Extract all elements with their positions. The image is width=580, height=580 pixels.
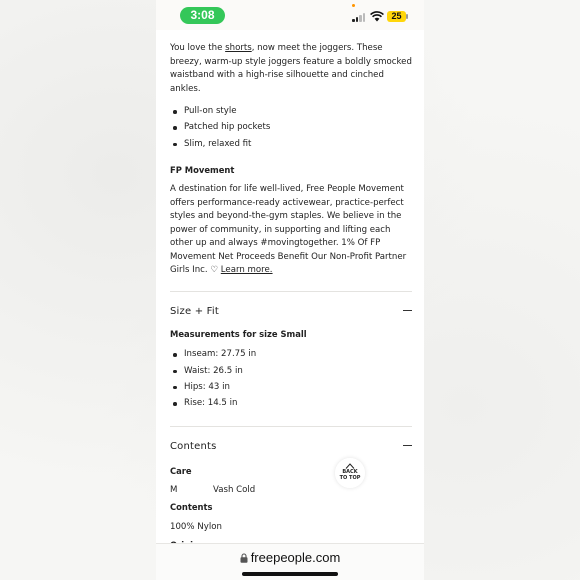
wifi-icon [370,10,384,22]
back-to-top-line1: BACK [342,469,358,475]
measurement-list [170,346,412,411]
url-text: freepeople.com [250,550,341,565]
size-fit-title: Size + Fit [170,305,219,317]
brand-text: A destination for life well-lived, Free People Movement offers performance-ready activewear, practice-perfect styles and beyond-the-gym staples. We believe in the power of community, in supporting and lifting each other up and always #movingtogether. 1% Of FP Movement Net Proceeds Benefit Our Non-Profit Partner Girls Inc. ♡ Learn more. [170,184,407,276]
care-heading: Care [170,465,192,476]
list-item: Inseam: 27.75 in [170,346,412,362]
back-to-top-line2: TO TOP [339,474,361,481]
status-time: 3:08 [180,7,225,24]
list-item: Rise: 14.5 in [170,395,412,411]
contents-toggle[interactable] [170,426,412,465]
list-item: Hips: 43 in [170,379,412,395]
list-item: Patched hip pockets [170,119,412,135]
browser-address-bar[interactable] [156,543,424,580]
shorts-link[interactable]: shorts [225,43,252,53]
care-text: M Vash Cold [170,485,256,496]
brand-heading: FP Movement [170,164,235,175]
measurements-heading: Measurements for size Small [170,328,307,339]
size-fit-toggle[interactable] [170,291,412,330]
address-display[interactable] [156,550,424,565]
contents-title: Contents [170,440,217,452]
cellular-signal-icon [352,12,366,22]
home-indicator[interactable] [242,572,338,576]
collapse-minus-icon [403,445,412,446]
feature-list [170,103,412,152]
list-item: Slim, relaxed fit [170,136,412,152]
battery-level: 25 [387,11,406,22]
learn-more-link[interactable]: Learn more. [220,265,273,276]
privacy-indicator-dot [352,4,355,7]
lock-icon [240,553,248,563]
description-intro: You love the shorts, now meet the joggers. These breezy, warm-up style joggers feature a boldly smocked waistband with a high-rise silhouette and cinched ankles. [170,43,412,94]
product-details [170,30,412,553]
collapse-minus-icon [403,310,412,311]
list-item: Waist: 26.5 in [170,363,412,379]
battery-cap-icon [406,14,408,19]
phone-screen [156,0,424,580]
status-bar [156,0,424,30]
back-to-top-button[interactable] [335,458,365,488]
contents-heading: Contents [170,502,213,513]
contents-text: 100% Nylon [170,521,222,532]
list-item: Pull-on style [170,103,412,119]
